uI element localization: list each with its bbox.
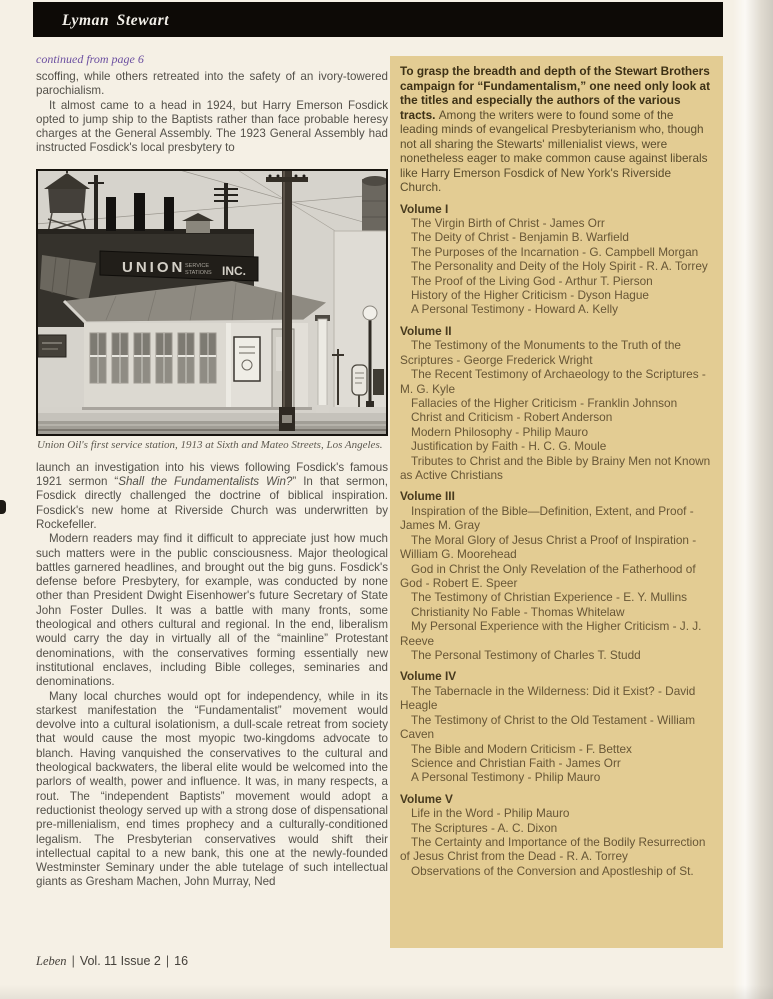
page-number: 16 (174, 954, 189, 968)
tract-item: The Certainty and Importance of the Bodily Resurrection of Jesus Christ from the Dead - R. A. Torrey (400, 835, 706, 864)
volume-section (400, 489, 713, 662)
volume-list (400, 202, 713, 879)
article-paragraph: scoffing, while others retreated into the safety of an ivory-towered parochialism. (36, 70, 388, 98)
tract-item: Christianity No Fable - Thomas Whitelaw (411, 604, 625, 619)
sidebar-intro-rest: Among the writers were to found some of the leading minds of evangelical Presbyterianism who, though not all sharing the Stewarts' millenialist views, were nonetheless eager to make common cause against liberals like Harry Emerson Fosdick of New York's Riverside Church. (400, 107, 708, 194)
station-building (84, 323, 308, 417)
tract-item: Modern Philosophy - Philip Mauro (411, 424, 589, 439)
window-poster (234, 337, 260, 381)
article-paragraph: Many local churches would opt for independency, while in its starkest manifestation the “Fundamentalist” movement would devolve into a cultural isolationism, a dull-scale retreat from society that would cause the most myopic two-kingdoms advocate to blanch. Having vanquished the conservatives to the cultural and theological backwaters, the liberal elite would be welcomed into the parlors of wealth, power and influence. It was, in many respects, a rout. The “independent Baptists” movement would adopt a reductionist theology served up with a strong dose of dispensational pre-millenialism, end times prophecy and a culturally-conditioned legalism. The Presbyterian conservatives would shift their intellectual capital to a new bank, this one at the newly-founded Westminster Seminary under the able tutelage of such intellectual giants as Gresham Machen, John Murray, Ned (36, 689, 388, 889)
tract-item: The Proof of the Living God - Arthur T. Pierson (411, 273, 653, 288)
article-paragraphs-bottom (36, 461, 388, 890)
tract-item: Science and Christian Faith - James Orr (411, 755, 621, 770)
article-column (36, 52, 388, 890)
sign-word-stations: STATIONS (185, 269, 212, 276)
tract-item: Inspiration of the Bible—Definition, Extent, and Proof - James M. Gray (400, 503, 694, 533)
tract-item: The Personality and Deity of the Holy Spirit - R. A. Torrey (411, 259, 708, 274)
volume-title: Volume II (400, 323, 452, 338)
volume-title: Volume IV (400, 669, 457, 684)
sign-word-union: UNION (122, 258, 186, 276)
tract-item: History of the Higher Criticism - Dyson Hague (411, 288, 649, 303)
volume-section (400, 792, 713, 879)
tract-item: The Moral Glory of Jesus Christ a Proof of Inspiration - William G. Moorehead (400, 532, 697, 562)
tract-item: Justification by Faith - H. C. G. Moule (411, 439, 607, 454)
article-paragraphs-top (36, 70, 388, 156)
page-title: Lyman Stewart (62, 12, 170, 29)
volume-section (400, 324, 713, 483)
sidebar-intro (400, 64, 713, 195)
street-ground (38, 407, 386, 435)
issue-label: Vol. 11 Issue 2 (79, 954, 161, 968)
sidebar-intro-lead: To grasp the breadth and depth of the Stewart Brothers campaign for “Fundamentalism,” one need only look at the titles and especially the authors of the various tracts. (400, 64, 711, 122)
paper-edge-bottom (0, 985, 773, 999)
tract-item: Life in the Word - Philip Mauro (411, 806, 570, 821)
tract-item: The Testimony of Christ to the Old Testament - William Caven (400, 712, 696, 742)
footer-separator: | (71, 954, 75, 968)
tract-item: The Scriptures - A. C. Dixon (411, 820, 558, 835)
tract-item: The Purposes of the Incarnation - G. Campbell Morgan (411, 244, 699, 259)
article-paragraph: It almost came to a head in 1924, but Harry Emerson Fosdick opted to jump ship to the Baptists rather than face probable heresy charges at the General Assembly. The 1923 General Assembly had instructed Fosdick's local presbytery to (36, 98, 388, 155)
scan-ink-mark (0, 500, 6, 514)
volume-section (400, 669, 713, 784)
continued-note: continued from page 6 (36, 52, 144, 66)
oil-tank-top (362, 176, 388, 186)
tract-item: Fallacies of the Higher Criticism - Franklin Johnson (411, 395, 678, 410)
photo-caption: Union Oil's first service station, 1913 at Sixth and Mateo Streets, Los Angeles. (37, 438, 383, 451)
tract-item: The Tabernacle in the Wilderness: Did it Exist? - David Heagle (400, 683, 696, 713)
tract-item: A Personal Testimony - Howard A. Kelly (411, 302, 618, 317)
tract-item: A Personal Testimony - Philip Mauro (411, 770, 601, 785)
volume-title: Volume III (400, 489, 455, 504)
oil-tank (362, 179, 388, 235)
tract-item: The Bible and Modern Criticism - F. Bettex (411, 741, 632, 756)
side-sign (38, 335, 66, 357)
paper-edge-right (733, 0, 773, 999)
volume-section (400, 202, 713, 317)
sign-word-service: SERVICE (185, 262, 210, 269)
tracts-sidebar (390, 56, 723, 948)
tract-item: Tributes to Christ and the Bible by Brainy Men not Known as Active Christians (400, 453, 711, 482)
tract-item: The Testimony of Christian Experience - E. Y. Mullins (411, 590, 688, 605)
tract-item: The Virgin Birth of Christ - James Orr (411, 216, 605, 230)
footer-separator: | (165, 954, 170, 968)
article-paragraph: Modern readers may find it difficult to appreciate just how much such matters were in the public consciousness. Major theological battles garnered headlines, and brought out the big guns. Fosdick's defense before Presbytery, for example, was conducted by none other than President Dwight Eisenhower's future Secretary of State John Foster Dulles. It was a battle with many fronts, some theological and others cultural and regional. In the end, liberalism would carry the day in virtually all of the “mainline” Protestant denominations, with the conservatives forming essentially new institutional enclaves, including Bible colleges, seminaries and denominations. (36, 532, 388, 689)
tract-item: My Personal Experience with the Higher Criticism - J. J. Reeve (400, 619, 702, 648)
sign-word-inc: INC. (222, 263, 246, 278)
tract-item: Christ and Criticism - Robert Anderson (411, 410, 613, 425)
photo-figure (36, 169, 388, 452)
tract-item: The Recent Testimony of Archaeology to the Scriptures - M. G. Kyle (400, 367, 706, 396)
tract-item: God in Christ the Only Revelation of the Fatherhood of God - Robert E. Speer (400, 561, 696, 590)
station-photo-illustration (36, 169, 388, 436)
station-photo (36, 169, 388, 436)
tract-item: The Deity of Christ - Benjamin B. Warfield (411, 230, 629, 245)
tract-item: The Testimony of the Monuments to the Truth of the Scriptures - George Frederick Wright (400, 338, 681, 367)
header-bar (33, 2, 723, 37)
tract-item: Observations of the Conversion and Apostleship of St. (411, 863, 694, 878)
page-footer (36, 954, 188, 969)
volume-title: Volume V (400, 791, 453, 806)
magazine-name: Leben (36, 954, 67, 968)
volume-title: Volume I (400, 201, 449, 216)
article-paragraph: launch an investigation into his views following Fosdick's famous 1921 sermon “Shall the Fundamentalists Win?” In that sermon, Fosdick directly challenged the doctrine of biblical inspiration. Fosdick's new home at Riverside Church was underwritten by Rockefeller. (36, 460, 388, 531)
tract-item: The Personal Testimony of Charles T. Studd (411, 647, 641, 662)
